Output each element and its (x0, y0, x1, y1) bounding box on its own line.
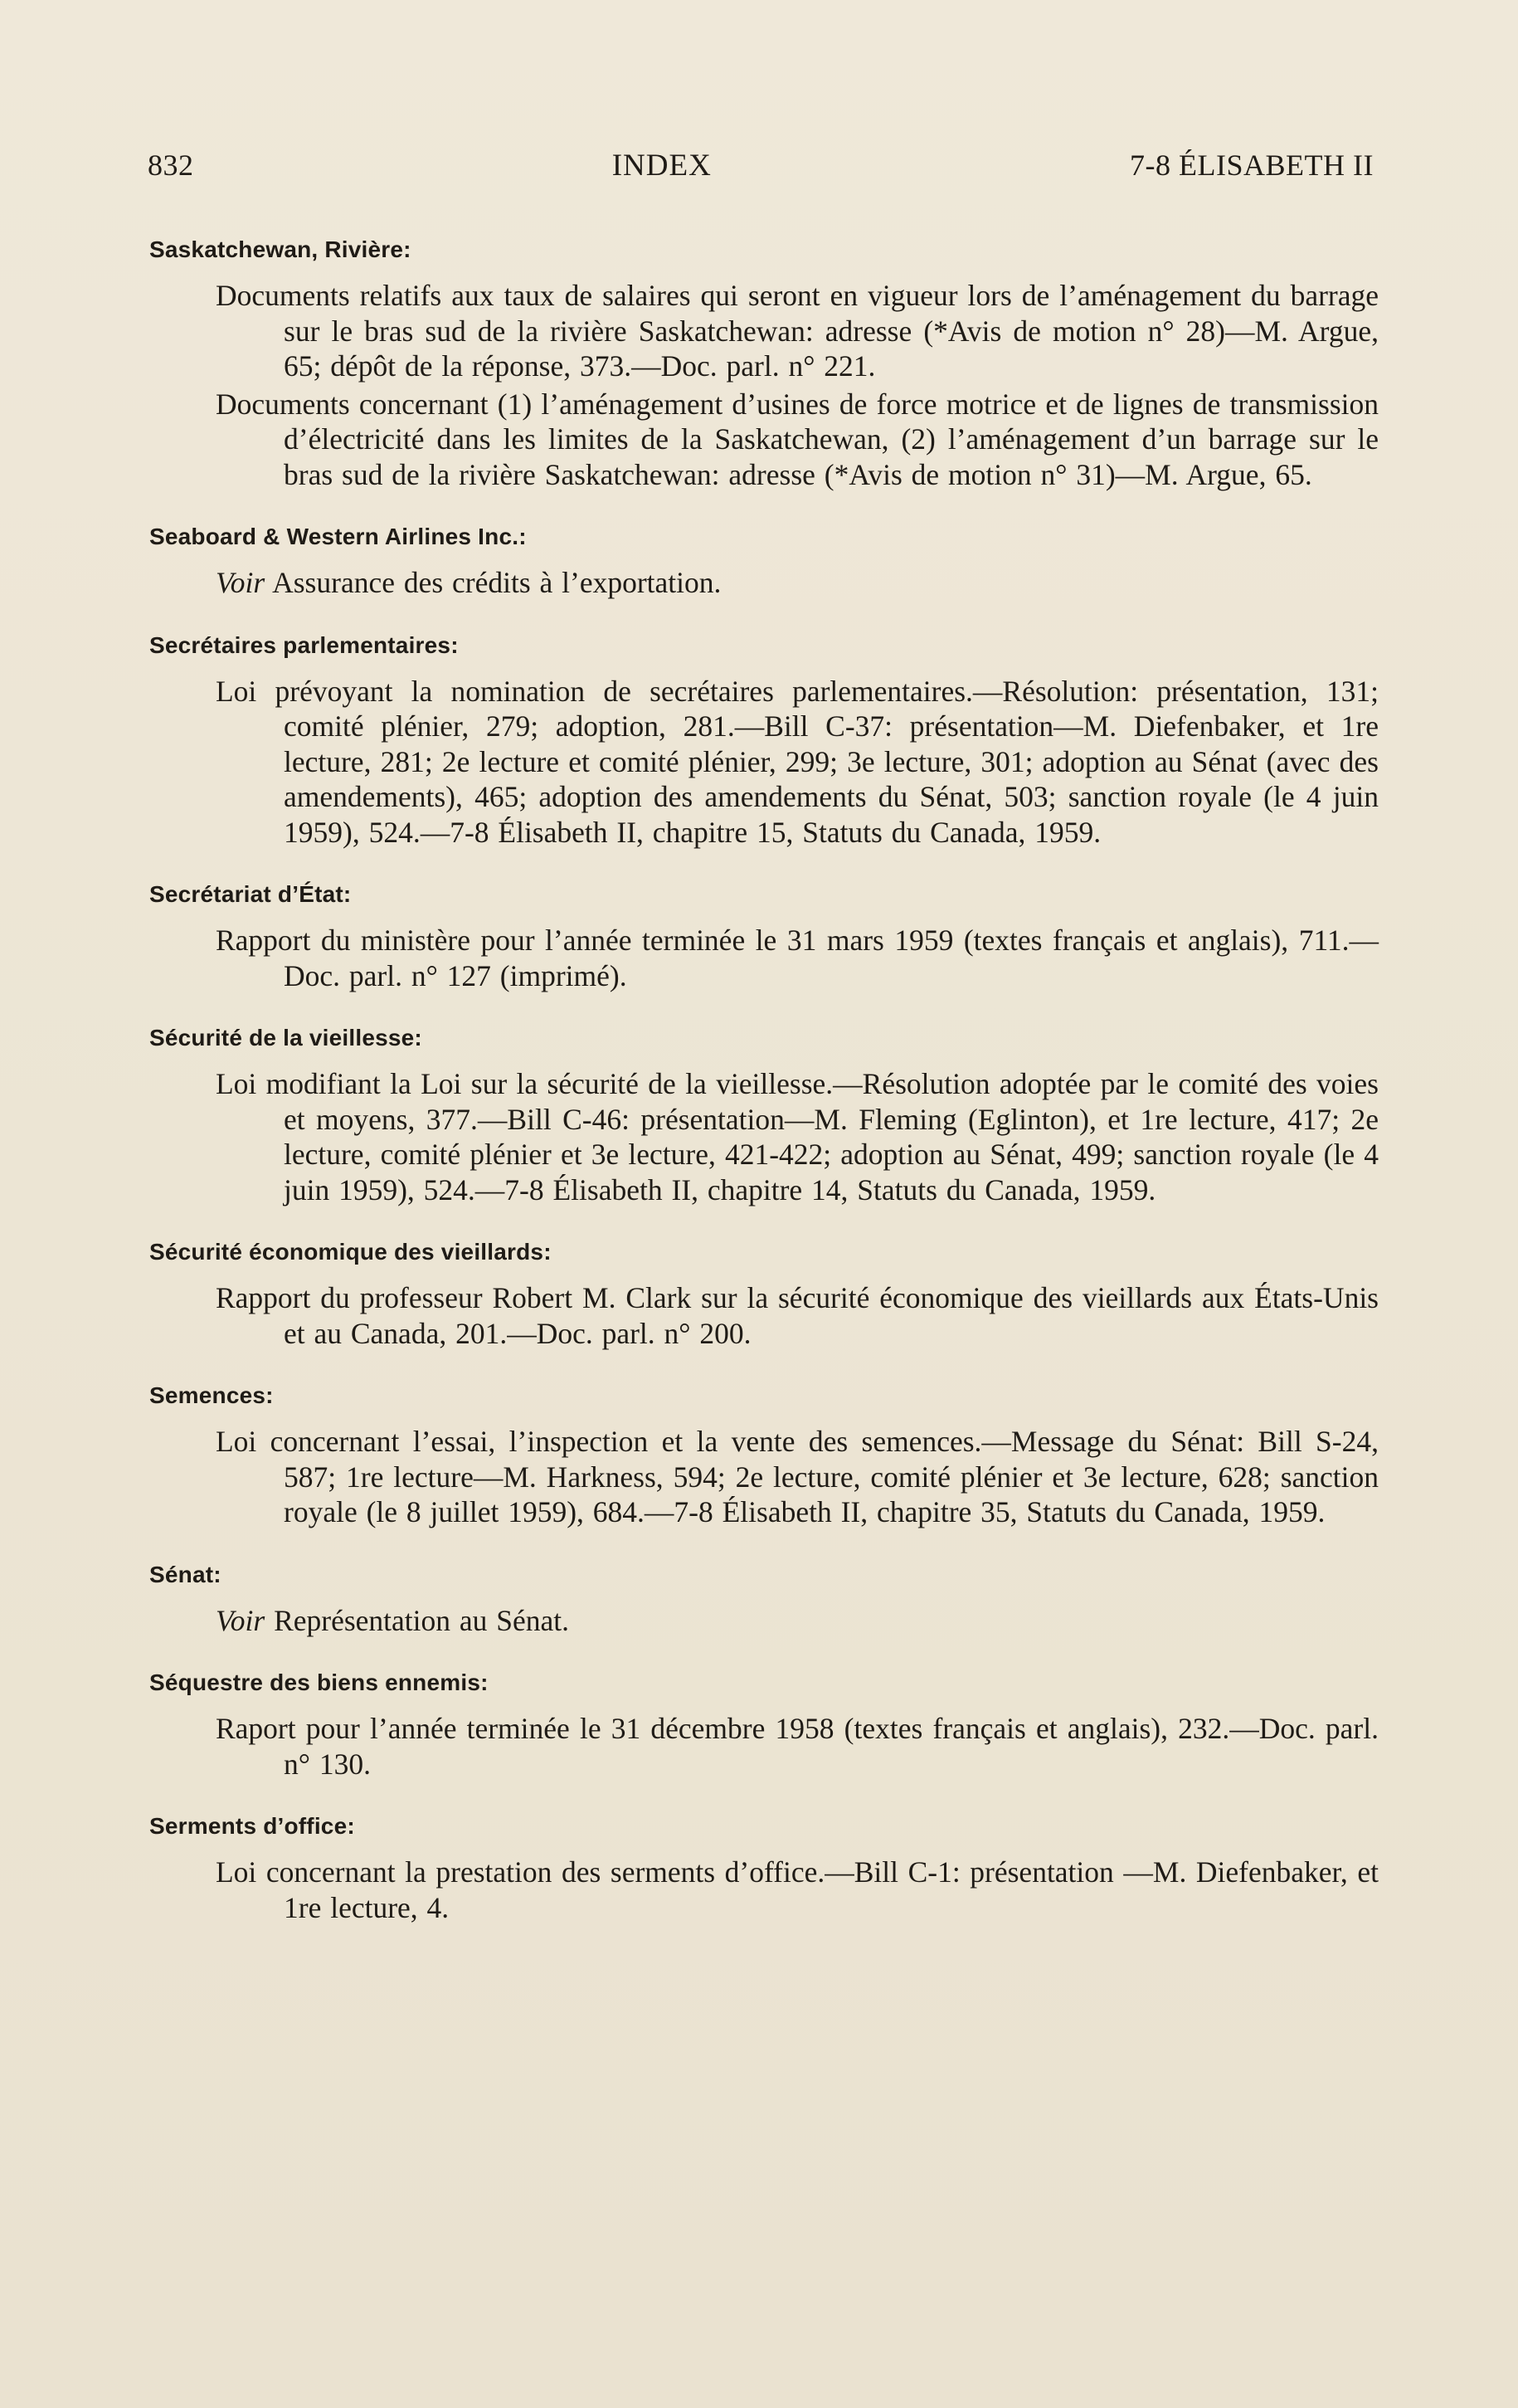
entry-heading: Seaboard & Western Airlines Inc.: (149, 524, 527, 549)
entry-paragraph: Rapport du ministère pour l’année terminée le 31 mars 1959 (textes français et anglais), 711.—Doc. parl. n° 127 (imprimé). (216, 924, 1379, 992)
index-entry-senat (148, 1562, 1379, 1639)
entry-heading: Sécurité de la vieillesse: (149, 1025, 422, 1050)
index-entry-semences (148, 1382, 1379, 1530)
entry-paragraph: Documents concernant (1) l’aménagement d’usines de force motrice et de lignes de transmission d’électricité dans les limites de la Saskatchewan, (2) l’aménagement d’un barrage sur le bras sud de la rivière Saskatchewan: adresse (*Avis de motion n° 31)—M. Argue, 65. (216, 387, 1379, 491)
entry-paragraph: Raport pour l’année terminée le 31 décembre 1958 (textes français et anglais), 232.—Doc. parl. n° 130. (216, 1712, 1379, 1781)
index-entry-securite-economique (148, 1239, 1379, 1351)
running-header (148, 148, 1379, 183)
index-entry-seaboard (148, 524, 1379, 601)
voir-reference: Voir (216, 1603, 265, 1637)
volume-label: 7-8 ÉLISABETH II (1130, 149, 1374, 182)
cross-reference-text: Assurance des crédits à l’exportation. (265, 566, 722, 599)
entry-paragraph: Documents relatifs aux taux de salaires qui seront en vigueur lors de l’aménagement du barrage sur le bras sud de la rivière Saskatchewan: adresse (*Avis de motion n° 28)—M. Argue, 65; dépôt de la réponse, 373.—Doc. parl. n° 221. (216, 279, 1379, 383)
entry-paragraph: Loi concernant l’essai, l’inspection et la vente des semences.—Message du Sénat: Bill S-24, 587; 1re lecture—M. Harkness, 594; 2e lecture, comité plénier et 3e lecture, 628; sanction royale (le 8 juillet 1959), 684.—7-8 Élisabeth II, chapitre 35, Statuts du Canada, 1959. (216, 1425, 1379, 1528)
entry-heading: Saskatchewan, Rivière: (149, 236, 411, 262)
entry-heading: Sénat: (149, 1561, 221, 1587)
page-number: 832 (148, 149, 194, 182)
entry-heading: Séquestre des biens ennemis: (149, 1670, 489, 1695)
entry-paragraph: Loi modifiant la Loi sur la sécurité de la vieillesse.—Résolution adoptée par le comité des voies et moyens, 377.—Bill C-46: présentation—M. Fleming (Eglinton), et 1re lecture, 417; 2e lecture, comité plénier et 3e lecture, 421-422; adoption au Sénat, 499; sanction royale (le 4 juin 1959), 524.—7-8 Élisabeth II, chapitre 14, Statuts du Canada, 1959. (216, 1067, 1379, 1206)
index-entry-saskatchewan (148, 236, 1379, 492)
entry-paragraph: Loi prévoyant la nomination de secrétaires parlementaires.—Résolution: présentation, 131; comité plénier, 279; adoption, 281.—Bill C-37: présentation—M. Diefenbaker, et 1re lecture, 281; 2e lecture et comité plénier, 299; 3e lecture, 301; adoption au Sénat (avec des amendements), 465; adoption des amendements du Sénat, 503; sanction royale (le 4 juin 1959), 524.—7-8 Élisabeth II, chapitre 15, Statuts du Canada, 1959. (216, 674, 1379, 849)
page-title: INDEX (611, 149, 712, 183)
entry-heading: Sécurité économique des vieillards: (149, 1239, 552, 1265)
entry-heading: Semences: (149, 1382, 274, 1408)
index-entry-secretariat (148, 881, 1379, 993)
entry-paragraph (216, 1603, 1379, 1639)
cross-reference-text: Représentation au Sénat. (265, 1603, 569, 1637)
index-entry-serments (148, 1813, 1379, 1925)
entry-heading: Secrétariat d’État: (149, 881, 352, 907)
index-entry-secretaires (148, 632, 1379, 851)
index-entry-securite-vieillesse (148, 1025, 1379, 1207)
index-entry-sequestre (148, 1670, 1379, 1782)
entry-paragraph (216, 565, 1379, 601)
entry-heading: Serments d’office: (149, 1813, 355, 1839)
voir-reference: Voir (216, 566, 265, 599)
entry-heading: Secrétaires parlementaires: (149, 631, 459, 658)
entry-paragraph: Loi concernant la prestation des serments d’office.—Bill C-1: présentation —M. Diefenbaker, et 1re lecture, 4. (216, 1855, 1379, 1924)
entry-paragraph: Rapport du professeur Robert M. Clark sur la sécurité économique des vieillards aux États-Unis et au Canada, 201.—Doc. parl. n° 200. (216, 1281, 1379, 1350)
